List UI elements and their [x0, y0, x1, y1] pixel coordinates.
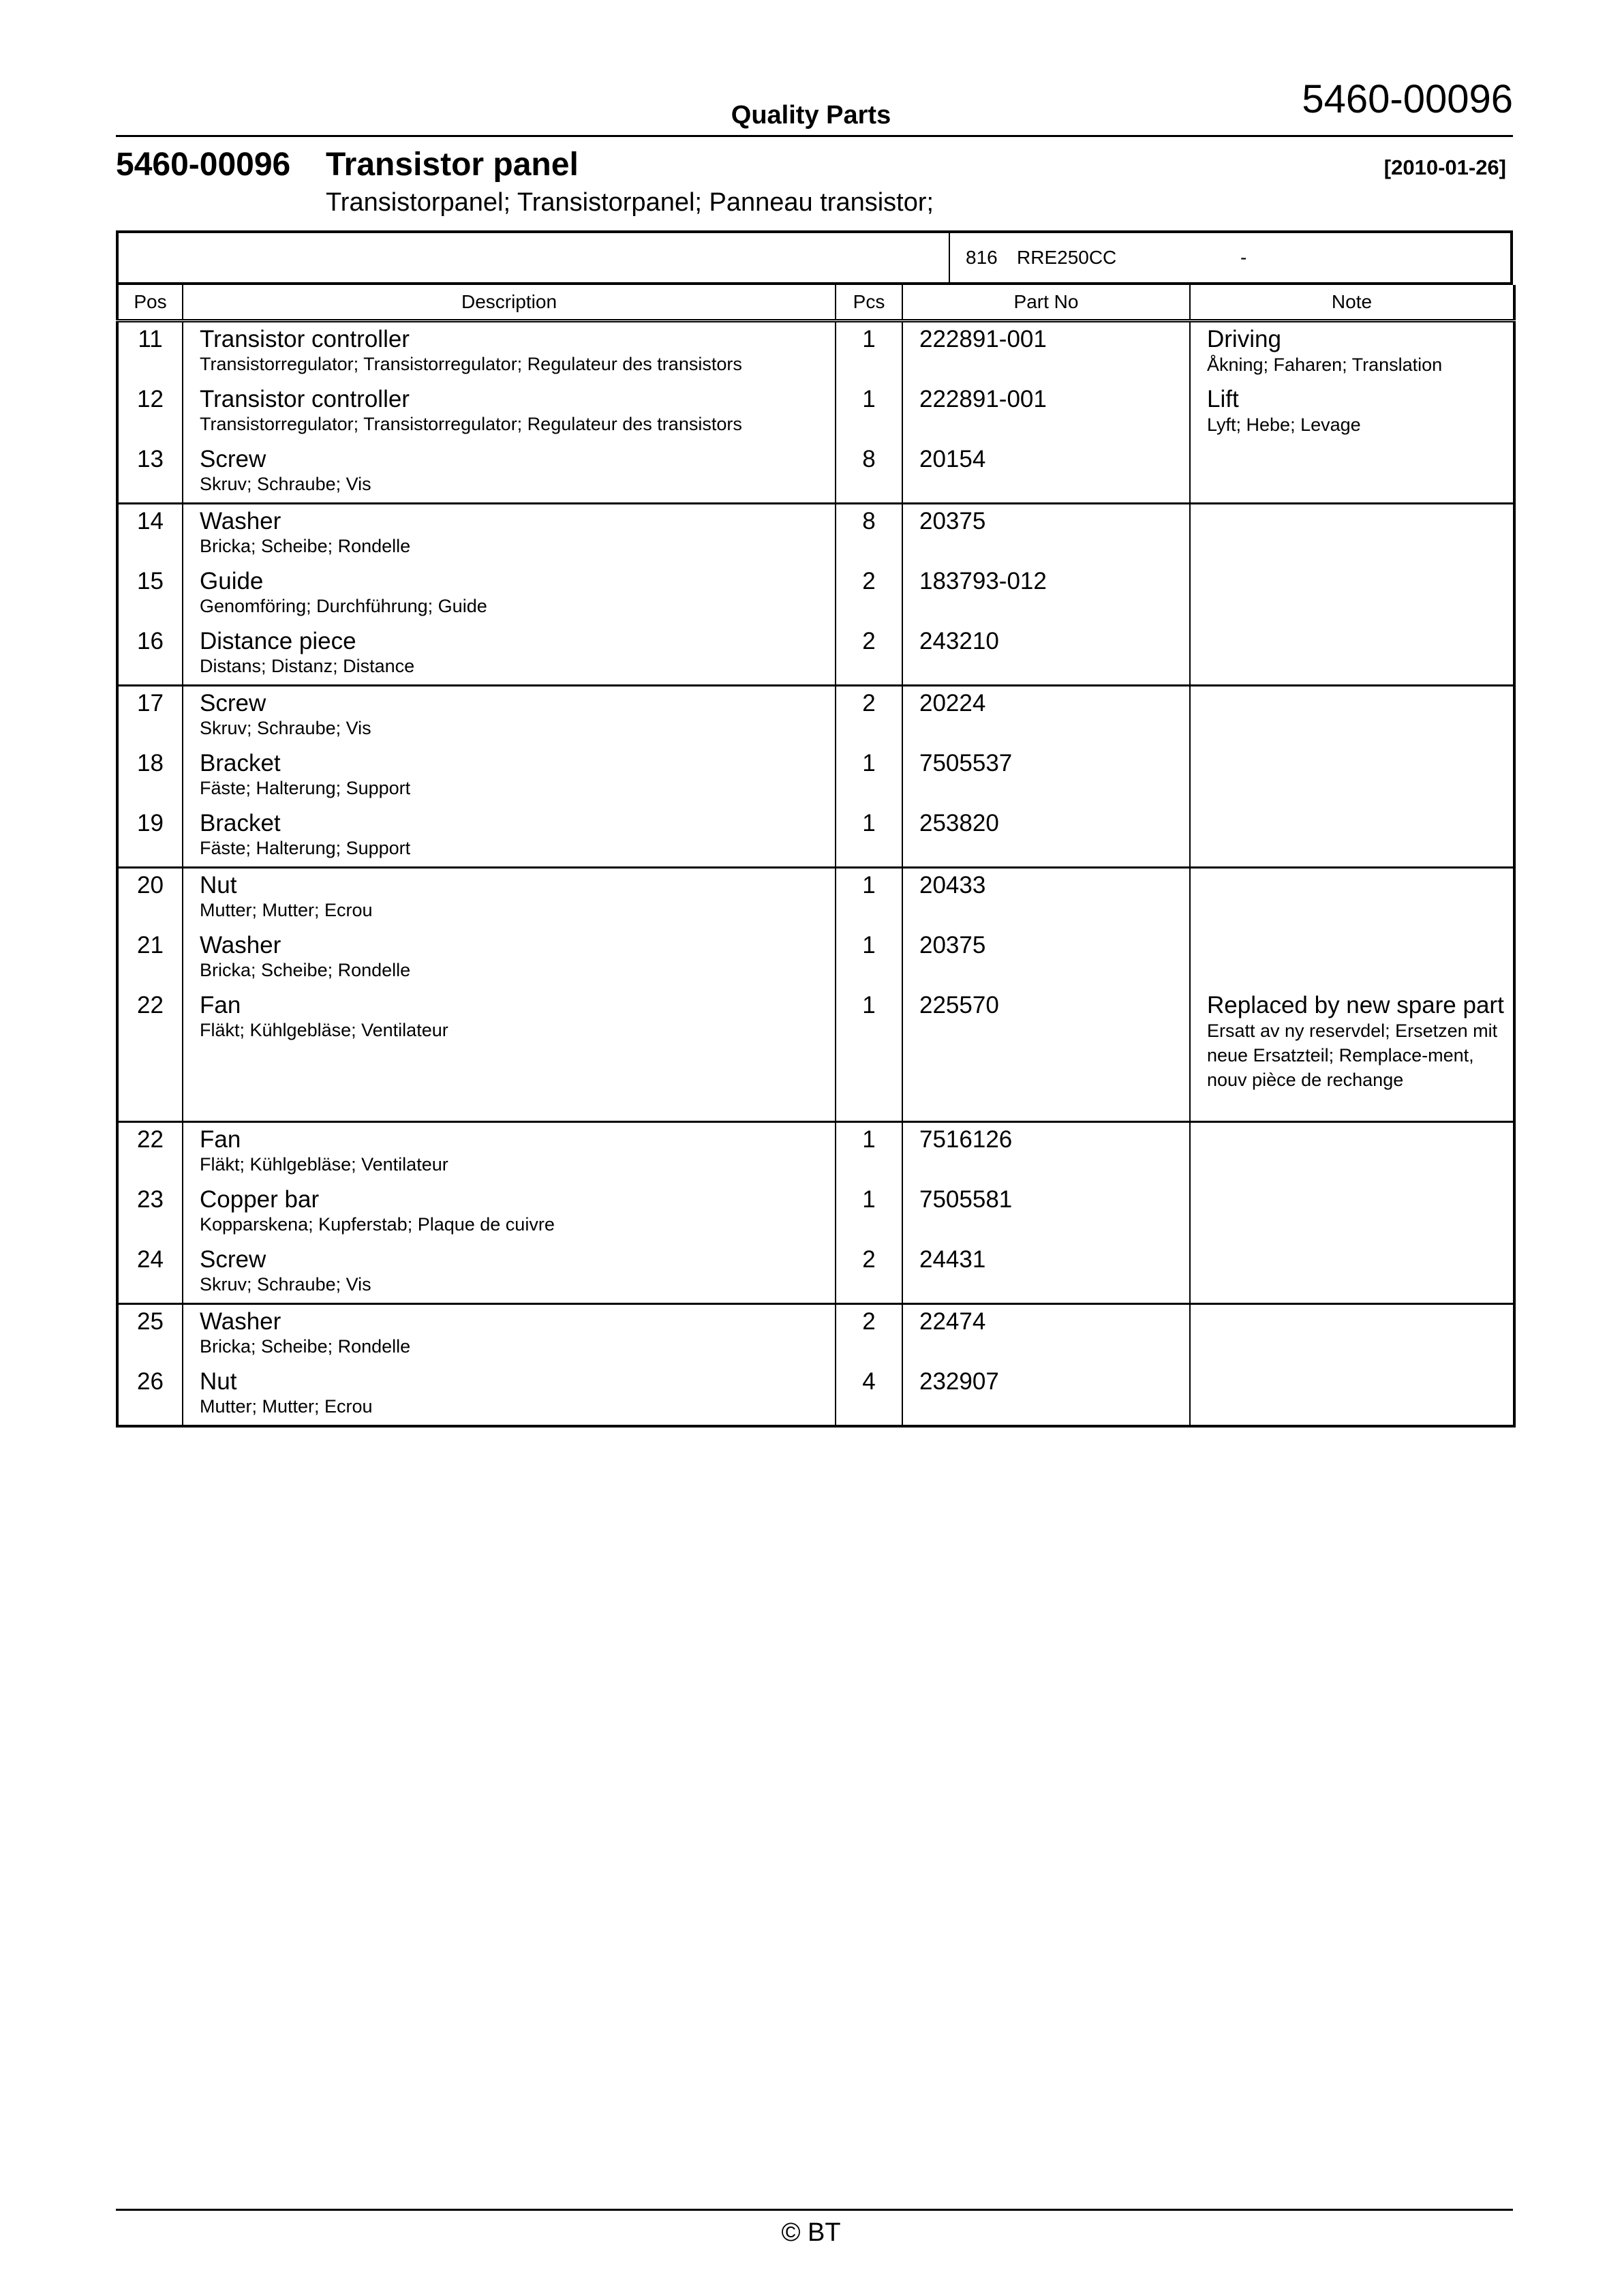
table-row [117, 1304, 1514, 1365]
cell-note [1190, 868, 1514, 929]
cell-part-no [902, 686, 1190, 747]
pcs-value: 1 [862, 872, 876, 898]
model-divider [949, 233, 950, 282]
cell-description [183, 564, 836, 624]
cell-note [1190, 686, 1514, 747]
title-date: [2010-01-26] [1383, 155, 1506, 179]
cell-pcs [836, 988, 902, 1122]
description-translations: Distans; Distanz; Distance [200, 656, 415, 676]
header-rule [116, 135, 1513, 137]
cell-note [1190, 1304, 1514, 1365]
pos-value: 18 [137, 750, 164, 776]
note-main: Lift [1207, 386, 1239, 412]
cell-note [1190, 928, 1514, 988]
cell-note [1190, 504, 1514, 565]
header-section-title: Quality Parts [731, 101, 891, 130]
table-row [117, 988, 1514, 1122]
cell-description [183, 442, 836, 504]
pos-value: 21 [137, 932, 164, 958]
part-number: 20375 [919, 508, 986, 534]
title-name: Transistor panel [326, 147, 579, 183]
pos-value: 12 [137, 386, 164, 412]
part-number: 20375 [919, 932, 986, 958]
cell-pcs [836, 564, 902, 624]
footer-rule [116, 2209, 1513, 2211]
parts-table [116, 285, 1516, 1428]
cell-pos [117, 806, 183, 868]
description-translations: Skruv; Schraube; Vis [200, 718, 371, 738]
cell-part-no [902, 868, 1190, 929]
table-row [117, 928, 1514, 988]
cell-description [183, 806, 836, 868]
pos-value: 22 [137, 992, 164, 1018]
cell-description [183, 624, 836, 686]
description-main: Screw [200, 1246, 266, 1273]
description-translations: Bricka; Scheibe; Rondelle [200, 536, 411, 556]
col-header-description: Description [183, 285, 836, 321]
pos-value: 22 [137, 1126, 164, 1153]
cell-part-no [902, 988, 1190, 1122]
cell-pos [117, 321, 183, 383]
cell-part-no [902, 1122, 1190, 1183]
cell-note [1190, 564, 1514, 624]
part-number: 24431 [919, 1246, 986, 1273]
part-number: 183793-012 [919, 568, 1047, 594]
description-main: Transistor controller [200, 326, 410, 352]
cell-part-no [902, 1365, 1190, 1426]
cell-pos [117, 686, 183, 747]
table-header-row [117, 285, 1514, 321]
description-translations: Kopparskena; Kupferstab; Plaque de cuivre [200, 1214, 555, 1235]
pcs-value: 1 [862, 386, 876, 412]
cell-pos [117, 1365, 183, 1426]
description-main: Washer [200, 1308, 281, 1335]
description-main: Bracket [200, 750, 281, 776]
pos-value: 15 [137, 568, 164, 594]
table-row [117, 624, 1514, 686]
part-number: 20154 [919, 446, 986, 472]
pcs-value: 2 [862, 568, 876, 594]
description-translations: Skruv; Schraube; Vis [200, 474, 371, 494]
part-number: 232907 [919, 1368, 999, 1395]
part-number: 253820 [919, 810, 999, 836]
col-header-part-no: Part No [902, 285, 1190, 321]
part-number: 7505537 [919, 750, 1013, 776]
cell-pos [117, 746, 183, 806]
description-translations: Mutter; Mutter; Ecrou [200, 900, 373, 920]
note-translations: Ersatt av ny reservdel; Ersetzen mit neue Ersatzteil; Remplace-ment, nouv pièce de rechange [1207, 1021, 1498, 1090]
table-row [117, 442, 1514, 504]
cell-pos [117, 442, 183, 504]
table-row [117, 1122, 1514, 1183]
cell-description [183, 382, 836, 442]
table-row [117, 806, 1514, 868]
pcs-value: 2 [862, 1246, 876, 1273]
note-translations: Åkning; Faharen; Translation [1207, 354, 1443, 375]
pcs-value: 2 [862, 1308, 876, 1335]
pcs-value: 1 [862, 326, 876, 352]
pcs-value: 4 [862, 1368, 876, 1395]
cell-pos [117, 564, 183, 624]
cell-description [183, 686, 836, 747]
cell-pos [117, 1304, 183, 1365]
cell-pos [117, 988, 183, 1122]
pos-value: 25 [137, 1308, 164, 1335]
pcs-value: 2 [862, 690, 876, 716]
description-main: Washer [200, 932, 281, 958]
cell-part-no [902, 504, 1190, 565]
pcs-value: 1 [862, 932, 876, 958]
cell-part-no [902, 442, 1190, 504]
cell-pcs [836, 504, 902, 565]
col-header-pos: Pos [117, 285, 183, 321]
part-number: 7505581 [919, 1186, 1013, 1213]
part-number: 20433 [919, 872, 986, 898]
cell-pcs [836, 1122, 902, 1183]
cell-description [183, 1243, 836, 1304]
description-translations: Bricka; Scheibe; Rondelle [200, 960, 411, 980]
parts-table-body [117, 321, 1514, 1427]
cell-description [183, 988, 836, 1122]
title-translations: Transistorpanel; Transistorpanel; Panneau transistor; [326, 188, 934, 217]
description-translations: Fläkt; Kühlgebläse; Ventilateur [200, 1020, 448, 1040]
model-code: 816 [966, 247, 998, 268]
pos-value: 16 [137, 628, 164, 654]
cell-pcs [836, 1183, 902, 1243]
cell-pcs [836, 1243, 902, 1304]
pcs-value: 2 [862, 628, 876, 654]
note-translations: Lyft; Hebe; Levage [1207, 414, 1361, 435]
table-row [117, 868, 1514, 929]
description-main: Guide [200, 568, 264, 594]
cell-pcs [836, 1304, 902, 1365]
cell-note [1190, 1243, 1514, 1304]
cell-pcs [836, 624, 902, 686]
header-doc-number: 5460-00096 [1302, 77, 1513, 121]
cell-pcs [836, 746, 902, 806]
description-translations: Fäste; Halterung; Support [200, 838, 411, 858]
description-main: Screw [200, 690, 266, 716]
cell-part-no [902, 1183, 1190, 1243]
pcs-value: 8 [862, 446, 876, 472]
description-main: Nut [200, 1368, 237, 1395]
pcs-value: 1 [862, 810, 876, 836]
cell-pcs [836, 868, 902, 929]
cell-pcs [836, 806, 902, 868]
table-row [117, 504, 1514, 565]
description-main: Screw [200, 446, 266, 472]
cell-description [183, 1122, 836, 1183]
note-main: Driving [1207, 326, 1281, 352]
cell-pos [117, 624, 183, 686]
cell-note [1190, 746, 1514, 806]
cell-pcs [836, 442, 902, 504]
cell-pos [117, 1122, 183, 1183]
model-range: - [1240, 247, 1247, 268]
description-translations: Genomföring; Durchführung; Guide [200, 596, 487, 616]
cell-description [183, 746, 836, 806]
cell-description [183, 868, 836, 929]
description-main: Fan [200, 992, 241, 1018]
col-header-note: Note [1190, 285, 1514, 321]
table-row [117, 1243, 1514, 1304]
description-main: Distance piece [200, 628, 356, 654]
pos-value: 17 [137, 690, 164, 716]
description-main: Copper bar [200, 1186, 320, 1213]
description-translations: Skruv; Schraube; Vis [200, 1274, 371, 1295]
cell-description [183, 1365, 836, 1426]
table-row [117, 746, 1514, 806]
cell-pos [117, 382, 183, 442]
cell-description [183, 1183, 836, 1243]
model-name: RRE250CC [1017, 247, 1117, 268]
pos-value: 13 [137, 446, 164, 472]
title-code: 5460-00096 [116, 147, 291, 183]
cell-note [1190, 806, 1514, 868]
table-row [117, 1183, 1514, 1243]
cell-part-no [902, 321, 1190, 383]
pcs-value: 1 [862, 992, 876, 1018]
part-number: 7516126 [919, 1126, 1013, 1153]
cell-part-no [902, 1243, 1190, 1304]
part-number: 222891-001 [919, 326, 1047, 352]
cell-pos [117, 504, 183, 565]
note-main: Replaced by new spare part [1207, 992, 1504, 1018]
part-number: 243210 [919, 628, 999, 654]
description-main: Washer [200, 508, 281, 534]
cell-pcs [836, 928, 902, 988]
cell-pos [117, 868, 183, 929]
table-row [117, 686, 1514, 747]
pcs-value: 1 [862, 1186, 876, 1213]
cell-part-no [902, 806, 1190, 868]
cell-pos [117, 1183, 183, 1243]
pos-value: 26 [137, 1368, 164, 1395]
cell-pos [117, 1243, 183, 1304]
pcs-value: 1 [862, 1126, 876, 1153]
cell-part-no [902, 1304, 1190, 1365]
cell-note [1190, 1365, 1514, 1426]
part-number: 222891-001 [919, 386, 1047, 412]
description-translations: Transistorregulator; Transistorregulator; Regulateur des transistors [200, 354, 742, 374]
cell-note [1190, 1183, 1514, 1243]
pcs-value: 1 [862, 750, 876, 776]
description-main: Nut [200, 872, 237, 898]
cell-part-no [902, 564, 1190, 624]
pos-value: 23 [137, 1186, 164, 1213]
cell-description [183, 321, 836, 383]
description-translations: Transistorregulator; Transistorregulator; Regulateur des transistors [200, 414, 742, 434]
description-translations: Mutter; Mutter; Ecrou [200, 1396, 373, 1417]
pos-value: 19 [137, 810, 164, 836]
cell-note [1190, 442, 1514, 504]
table-row [117, 564, 1514, 624]
cell-part-no [902, 382, 1190, 442]
part-number: 225570 [919, 992, 999, 1018]
description-translations: Fäste; Halterung; Support [200, 778, 411, 798]
description-main: Transistor controller [200, 386, 410, 412]
cell-note [1190, 382, 1514, 442]
description-main: Bracket [200, 810, 281, 836]
description-main: Fan [200, 1126, 241, 1153]
part-number: 20224 [919, 690, 986, 716]
cell-pcs [836, 321, 902, 383]
pos-value: 24 [137, 1246, 164, 1273]
description-translations: Fläkt; Kühlgebläse; Ventilateur [200, 1154, 448, 1175]
table-row [117, 1365, 1514, 1426]
cell-pcs [836, 382, 902, 442]
footer-copyright: © BT [781, 2218, 841, 2247]
pos-value: 11 [138, 326, 163, 352]
cell-pcs [836, 1365, 902, 1426]
cell-pos [117, 928, 183, 988]
pos-value: 14 [137, 508, 164, 534]
table-row [117, 321, 1514, 383]
cell-note [1190, 321, 1514, 383]
part-number: 22474 [919, 1308, 986, 1335]
cell-note [1190, 1122, 1514, 1183]
cell-note [1190, 624, 1514, 686]
pos-value: 20 [137, 872, 164, 898]
cell-pcs [836, 686, 902, 747]
cell-part-no [902, 928, 1190, 988]
model-box [116, 230, 1513, 285]
cell-description [183, 1304, 836, 1365]
pcs-value: 8 [862, 508, 876, 534]
cell-note [1190, 988, 1514, 1122]
cell-description [183, 504, 836, 565]
col-header-pcs: Pcs [836, 285, 902, 321]
cell-description [183, 928, 836, 988]
cell-part-no [902, 746, 1190, 806]
description-translations: Bricka; Scheibe; Rondelle [200, 1336, 411, 1357]
cell-part-no [902, 624, 1190, 686]
table-row [117, 382, 1514, 442]
